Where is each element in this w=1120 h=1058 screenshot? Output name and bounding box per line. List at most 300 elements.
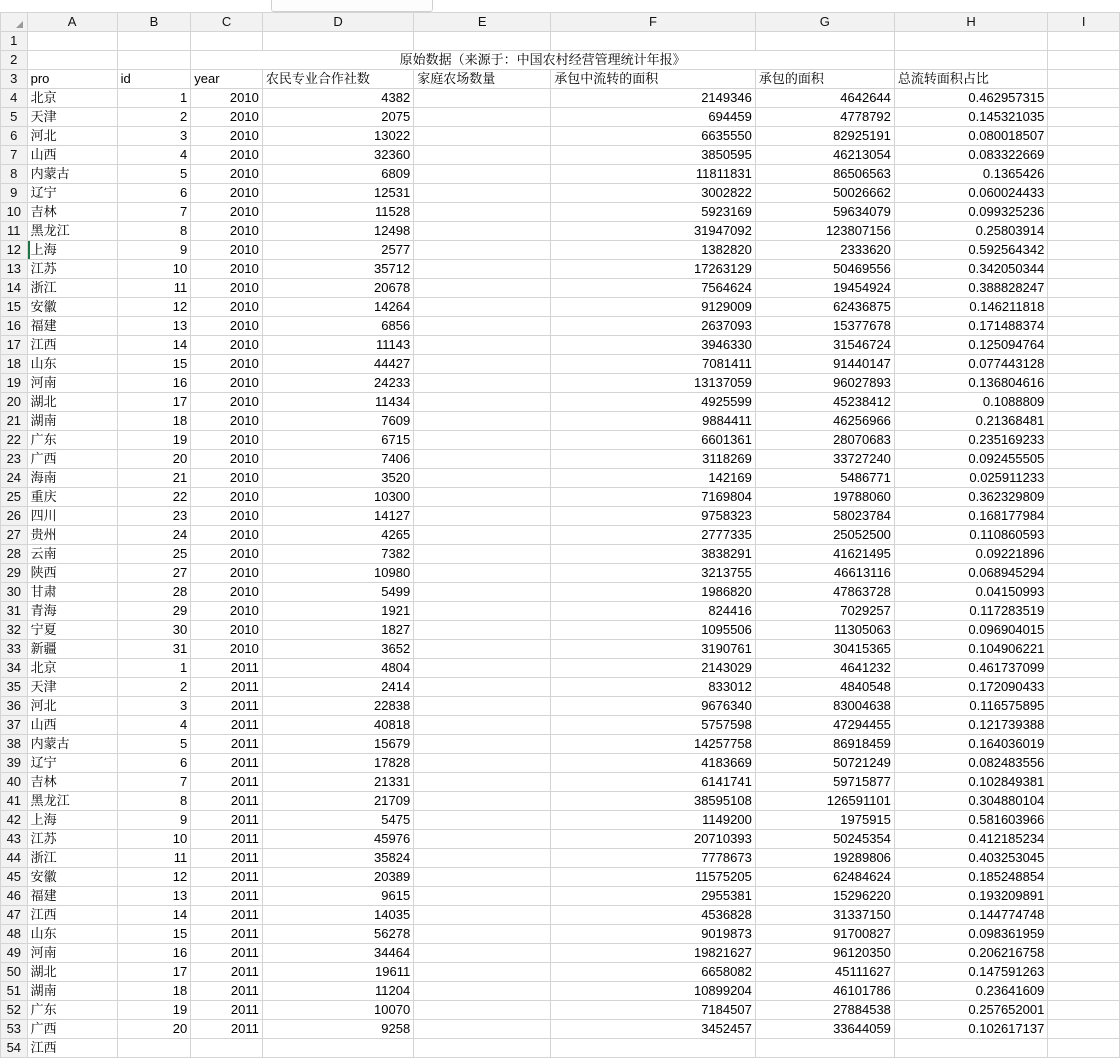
cell[interactable]: 21 [117,469,191,488]
cell[interactable]: 1975915 [755,811,894,830]
cell[interactable] [414,108,551,127]
cell[interactable] [414,1020,551,1039]
cell[interactable] [1048,184,1120,203]
column-header-e[interactable]: E [414,13,551,32]
row-header[interactable]: 12 [1,241,28,260]
row-header[interactable]: 27 [1,526,28,545]
cell[interactable]: 2010 [191,640,263,659]
cell[interactable] [414,735,551,754]
cell[interactable]: 0.147591263 [894,963,1047,982]
cell[interactable]: 广西 [27,1020,117,1039]
spreadsheet-grid[interactable] [0,12,1120,1058]
cell[interactable]: 0.412185234 [894,830,1047,849]
cell[interactable]: 江西 [27,906,117,925]
table-row[interactable] [1,32,1120,51]
cell[interactable] [1048,716,1120,735]
cell[interactable] [191,32,263,51]
cell[interactable]: 7609 [262,412,413,431]
cell[interactable]: 2010 [191,469,263,488]
cell[interactable]: 甘肃 [27,583,117,602]
cell[interactable]: 3838291 [551,545,756,564]
cell[interactable]: 6601361 [551,431,756,450]
cell[interactable]: 2011 [191,716,263,735]
table-row[interactable] [1,792,1120,811]
cell[interactable]: 19 [117,431,191,450]
cell[interactable] [414,355,551,374]
cell[interactable]: 7029257 [755,602,894,621]
cell[interactable]: 2011 [191,697,263,716]
cell[interactable] [414,925,551,944]
cell[interactable]: 10980 [262,564,413,583]
cell[interactable]: 3213755 [551,564,756,583]
cell[interactable] [414,450,551,469]
cell[interactable]: 27884538 [755,1001,894,1020]
cell[interactable]: 安徽 [27,298,117,317]
cell[interactable] [414,621,551,640]
cell[interactable]: 4642644 [755,89,894,108]
cell[interactable]: 5 [117,165,191,184]
row-header[interactable]: 44 [1,849,28,868]
cell[interactable]: 14 [117,906,191,925]
cell[interactable]: 2010 [191,89,263,108]
cell[interactable] [414,279,551,298]
table-row[interactable] [1,621,1120,640]
cell[interactable]: 17263129 [551,260,756,279]
cell[interactable]: 江西 [27,1039,117,1058]
cell[interactable]: 15296220 [755,887,894,906]
table-row[interactable] [1,830,1120,849]
cell[interactable]: 34464 [262,944,413,963]
cell[interactable]: 4641232 [755,659,894,678]
cell[interactable]: 19 [117,1001,191,1020]
cell[interactable]: 5 [117,735,191,754]
row-header[interactable]: 37 [1,716,28,735]
row-header[interactable]: 14 [1,279,28,298]
cell[interactable]: 2010 [191,545,263,564]
table-row[interactable] [1,659,1120,678]
cell[interactable]: 0.1365426 [894,165,1047,184]
cell[interactable]: 2011 [191,887,263,906]
cell[interactable]: 0.206216758 [894,944,1047,963]
row-header[interactable]: 50 [1,963,28,982]
table-row[interactable] [1,184,1120,203]
cell[interactable]: 20710393 [551,830,756,849]
cell[interactable]: 12531 [262,184,413,203]
cell[interactable]: 1986820 [551,583,756,602]
cell[interactable]: 7406 [262,450,413,469]
cell[interactable] [414,906,551,925]
cell[interactable]: 吉林 [27,203,117,222]
cell[interactable]: 天津 [27,678,117,697]
cell[interactable]: 10300 [262,488,413,507]
column-header-d[interactable]: D [262,13,413,32]
cell[interactable]: 湖北 [27,393,117,412]
cell[interactable]: 46213054 [755,146,894,165]
cell[interactable] [1048,488,1120,507]
cell[interactable]: 4382 [262,89,413,108]
table-row[interactable] [1,146,1120,165]
cell[interactable]: 0.1088809 [894,393,1047,412]
cell[interactable]: 0.23641609 [894,982,1047,1001]
cell[interactable]: 5486771 [755,469,894,488]
cell[interactable]: 0.117283519 [894,602,1047,621]
cell[interactable]: 11575205 [551,868,756,887]
cell[interactable] [414,89,551,108]
cell[interactable]: 19821627 [551,944,756,963]
table-row[interactable] [1,317,1120,336]
cell[interactable]: 2010 [191,241,263,260]
cell[interactable]: 2010 [191,526,263,545]
row-header[interactable]: 32 [1,621,28,640]
cell[interactable]: 6 [117,184,191,203]
cell[interactable]: 0.171488374 [894,317,1047,336]
cell[interactable]: 2010 [191,108,263,127]
cell[interactable]: 辽宁 [27,184,117,203]
cell[interactable]: 0.144774748 [894,906,1047,925]
cell[interactable] [1048,773,1120,792]
cell[interactable]: 2010 [191,450,263,469]
cell[interactable] [1048,279,1120,298]
cell[interactable]: 0.185248854 [894,868,1047,887]
cell[interactable]: 宁夏 [27,621,117,640]
row-header[interactable]: 54 [1,1039,28,1058]
cell[interactable] [414,298,551,317]
column-header-i[interactable]: I [1048,13,1120,32]
cell[interactable]: 56278 [262,925,413,944]
cell[interactable]: 9758323 [551,507,756,526]
row-header[interactable]: 28 [1,545,28,564]
table-row[interactable] [1,754,1120,773]
cell[interactable] [1048,127,1120,146]
cell[interactable]: 17 [117,963,191,982]
table-row[interactable] [1,602,1120,621]
cell[interactable]: 59634079 [755,203,894,222]
cell[interactable]: 0.21368481 [894,412,1047,431]
cell[interactable]: 0.04150993 [894,583,1047,602]
column-label-cell[interactable]: 承包中流转的面积 [551,70,756,89]
cell[interactable]: 广东 [27,1001,117,1020]
cell[interactable]: 0.462957315 [894,89,1047,108]
table-row[interactable] [1,108,1120,127]
column-label-cell[interactable]: 家庭农场数量 [414,70,551,89]
cell[interactable]: 45976 [262,830,413,849]
cell[interactable] [1048,906,1120,925]
table-row[interactable] [1,260,1120,279]
cell[interactable]: 河南 [27,374,117,393]
cell[interactable]: 2010 [191,336,263,355]
cell[interactable]: 1 [117,659,191,678]
cell[interactable]: 新疆 [27,640,117,659]
cell[interactable]: 10 [117,830,191,849]
cell[interactable]: 6635550 [551,127,756,146]
cell[interactable]: 45111627 [755,963,894,982]
cell[interactable]: 山西 [27,716,117,735]
cell[interactable]: 2010 [191,412,263,431]
table-row[interactable] [1,298,1120,317]
cell[interactable] [1048,925,1120,944]
cell[interactable]: 8 [117,222,191,241]
cell[interactable]: 浙江 [27,849,117,868]
cell[interactable]: 6141741 [551,773,756,792]
row-header[interactable]: 40 [1,773,28,792]
cell[interactable] [414,165,551,184]
cell[interactable] [414,773,551,792]
cell[interactable]: 2955381 [551,887,756,906]
cell[interactable]: 11 [117,279,191,298]
table-row[interactable] [1,697,1120,716]
cell[interactable] [414,146,551,165]
cell[interactable]: 10899204 [551,982,756,1001]
column-label-cell[interactable]: 总流转面积占比 [894,70,1047,89]
cell[interactable]: 3850595 [551,146,756,165]
cell[interactable] [894,51,1047,70]
row-header[interactable]: 17 [1,336,28,355]
row-header[interactable]: 47 [1,906,28,925]
cell[interactable]: 4183669 [551,754,756,773]
cell[interactable]: 7 [117,203,191,222]
cell[interactable]: 14127 [262,507,413,526]
cell[interactable]: 山西 [27,146,117,165]
table-row[interactable] [1,1039,1120,1058]
table-row[interactable] [1,773,1120,792]
cell[interactable]: 2011 [191,659,263,678]
row-header[interactable]: 41 [1,792,28,811]
cell[interactable] [1048,602,1120,621]
cell[interactable]: 湖南 [27,982,117,1001]
table-row[interactable] [1,507,1120,526]
cell[interactable]: 3190761 [551,640,756,659]
cell[interactable]: 0.461737099 [894,659,1047,678]
cell[interactable]: 1149200 [551,811,756,830]
table-row[interactable] [1,89,1120,108]
cell[interactable] [1048,355,1120,374]
cell[interactable] [27,51,117,70]
cell[interactable] [414,127,551,146]
cell[interactable]: 58023784 [755,507,894,526]
cell[interactable]: 3002822 [551,184,756,203]
table-row[interactable] [1,849,1120,868]
cell[interactable]: 河北 [27,127,117,146]
cell[interactable]: 2333620 [755,241,894,260]
cell[interactable]: 14257758 [551,735,756,754]
cell[interactable] [117,32,191,51]
cell[interactable]: 0.172090433 [894,678,1047,697]
cell[interactable] [551,1039,756,1058]
cell[interactable]: 黑龙江 [27,222,117,241]
cell[interactable]: 7169804 [551,488,756,507]
sheet-title[interactable]: 原始数据（来源于：中国农村经营管理统计年报》 [191,51,895,70]
row-header[interactable]: 34 [1,659,28,678]
cell[interactable]: 19611 [262,963,413,982]
cell[interactable] [414,469,551,488]
cell[interactable]: 陕西 [27,564,117,583]
cell[interactable]: 重庆 [27,488,117,507]
cell[interactable] [414,678,551,697]
cell[interactable] [414,602,551,621]
cell[interactable]: 47294455 [755,716,894,735]
cell[interactable]: 142169 [551,469,756,488]
cell[interactable]: 1095506 [551,621,756,640]
cell[interactable]: 0.164036019 [894,735,1047,754]
cell[interactable]: 0.080018507 [894,127,1047,146]
row-header[interactable]: 25 [1,488,28,507]
table-row[interactable] [1,70,1120,89]
cell[interactable]: 安徽 [27,868,117,887]
row-header[interactable]: 35 [1,678,28,697]
cell[interactable]: 9 [117,811,191,830]
cell[interactable]: 2011 [191,849,263,868]
cell[interactable]: 33644059 [755,1020,894,1039]
cell[interactable]: 3452457 [551,1020,756,1039]
row-header[interactable]: 24 [1,469,28,488]
cell[interactable]: 35824 [262,849,413,868]
cell[interactable] [117,1039,191,1058]
row-header[interactable]: 48 [1,925,28,944]
grid-body[interactable] [1,32,1120,1058]
cell[interactable] [1048,469,1120,488]
cell[interactable] [894,1039,1047,1058]
row-header[interactable]: 8 [1,165,28,184]
row-header[interactable]: 29 [1,564,28,583]
cell[interactable] [1048,412,1120,431]
cell[interactable]: 45238412 [755,393,894,412]
cell[interactable]: 5923169 [551,203,756,222]
cell[interactable]: 11528 [262,203,413,222]
column-label-cell[interactable]: year [191,70,263,89]
cell[interactable]: 2143029 [551,659,756,678]
cell[interactable]: 19454924 [755,279,894,298]
cell[interactable]: 0.235169233 [894,431,1047,450]
cell[interactable]: 50469556 [755,260,894,279]
row-header[interactable]: 2 [1,51,28,70]
cell[interactable] [414,431,551,450]
row-header[interactable]: 39 [1,754,28,773]
cell[interactable]: 2 [117,678,191,697]
cell[interactable]: 2011 [191,1020,263,1039]
column-label-cell[interactable]: id [117,70,191,89]
cell[interactable] [1048,1020,1120,1039]
cell[interactable]: 12 [117,298,191,317]
cell[interactable] [1048,260,1120,279]
table-row[interactable] [1,393,1120,412]
cell[interactable]: 22838 [262,697,413,716]
column-header-c[interactable]: C [191,13,263,32]
cell[interactable]: 7564624 [551,279,756,298]
cell[interactable]: 6715 [262,431,413,450]
cell[interactable]: 9615 [262,887,413,906]
cell[interactable]: 0.082483556 [894,754,1047,773]
cell[interactable]: 23 [117,507,191,526]
cell[interactable]: 8 [117,792,191,811]
cell[interactable] [414,222,551,241]
table-row[interactable] [1,469,1120,488]
cell[interactable]: 0.116575895 [894,697,1047,716]
column-label-cell[interactable]: 承包的面积 [755,70,894,89]
cell[interactable] [262,32,413,51]
cell[interactable]: 19788060 [755,488,894,507]
column-label-cell[interactable]: 农民专业合作社数 [262,70,413,89]
cell[interactable]: 11305063 [755,621,894,640]
cell[interactable]: 18 [117,982,191,1001]
cell[interactable]: 9019873 [551,925,756,944]
cell[interactable]: 2011 [191,1001,263,1020]
cell[interactable]: 30415365 [755,640,894,659]
cell[interactable] [414,203,551,222]
cell[interactable]: 0.193209891 [894,887,1047,906]
cell[interactable]: 47863728 [755,583,894,602]
table-row[interactable] [1,678,1120,697]
cell[interactable]: 3520 [262,469,413,488]
cell[interactable]: 0.581603966 [894,811,1047,830]
cell[interactable]: 44427 [262,355,413,374]
table-row[interactable] [1,982,1120,1001]
cell[interactable]: 2010 [191,165,263,184]
cell[interactable]: 20678 [262,279,413,298]
table-row[interactable] [1,906,1120,925]
cell[interactable] [414,716,551,735]
row-header[interactable]: 6 [1,127,28,146]
cell[interactable]: 46101786 [755,982,894,1001]
row-header[interactable]: 13 [1,260,28,279]
cell[interactable]: 2010 [191,184,263,203]
table-row[interactable] [1,336,1120,355]
cell[interactable]: 13 [117,887,191,906]
row-header[interactable]: 51 [1,982,28,1001]
cell[interactable] [1048,51,1120,70]
cell[interactable]: 云南 [27,545,117,564]
cell[interactable]: 0.096904015 [894,621,1047,640]
cell[interactable]: 6 [117,754,191,773]
cell[interactable] [414,1001,551,1020]
row-header[interactable]: 22 [1,431,28,450]
cell[interactable] [414,488,551,507]
cell[interactable] [414,241,551,260]
cell[interactable]: 13137059 [551,374,756,393]
cell[interactable]: 江西 [27,336,117,355]
cell[interactable]: 46256966 [755,412,894,431]
cell[interactable]: 2011 [191,773,263,792]
cell[interactable]: 20 [117,1020,191,1039]
cell[interactable]: 0.168177984 [894,507,1047,526]
cell[interactable]: 27 [117,564,191,583]
cell[interactable] [414,564,551,583]
cell[interactable]: 内蒙古 [27,735,117,754]
cell[interactable]: 31546724 [755,336,894,355]
cell[interactable]: 河南 [27,944,117,963]
cell[interactable]: 海南 [27,469,117,488]
cell[interactable]: 0.09221896 [894,545,1047,564]
cell[interactable]: 9884411 [551,412,756,431]
row-header[interactable]: 15 [1,298,28,317]
cell[interactable]: 2010 [191,298,263,317]
cell[interactable]: 21709 [262,792,413,811]
cell[interactable] [414,184,551,203]
table-row[interactable] [1,412,1120,431]
row-header[interactable]: 9 [1,184,28,203]
cell[interactable]: 0.403253045 [894,849,1047,868]
cell[interactable] [1048,659,1120,678]
cell[interactable] [1048,374,1120,393]
cell[interactable]: 0.083322669 [894,146,1047,165]
cell[interactable] [551,32,756,51]
cell[interactable] [1048,336,1120,355]
cell[interactable] [1048,298,1120,317]
cell[interactable] [414,260,551,279]
cell[interactable]: 31947092 [551,222,756,241]
cell[interactable]: 1921 [262,602,413,621]
cell[interactable]: 62484624 [755,868,894,887]
cell[interactable]: 湖南 [27,412,117,431]
